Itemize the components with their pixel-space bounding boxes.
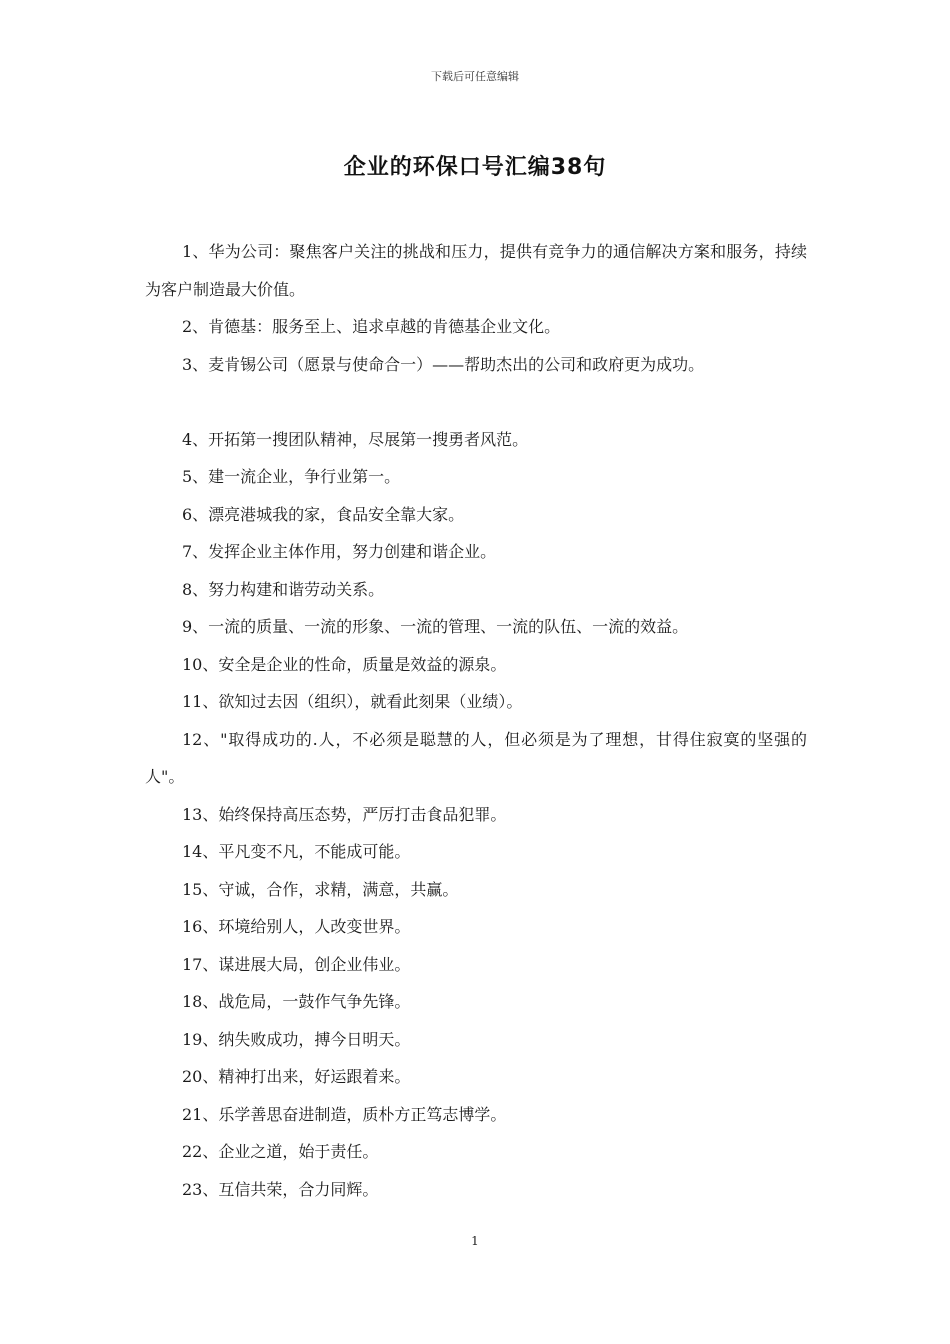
paragraph-8: 8、努力构建和谐劳动关系。 [182, 579, 385, 599]
paragraph-11: 11、欲知过去因（组织），就看此刻果（业绩）。 [182, 692, 523, 711]
paragraph-16: 16、环境给别人，人改变世界。 [182, 917, 411, 936]
paragraph-6: 6、漂亮港城我的家，食品安全靠大家。 [182, 504, 465, 524]
paragraph-5: 5、建一流企业，争行业第一。 [182, 467, 401, 486]
paragraph-3: 3、麦肯锡公司（愿景与使命合一）——帮助杰出的公司和政府更为成功。 [182, 354, 705, 374]
paragraph-17: 17、谋进展大局，创企业伟业。 [182, 954, 411, 974]
paragraph-21: 21、乐学善思奋进制造，质朴方正笃志博学。 [182, 1104, 507, 1124]
paragraph-4: 4、开拓第一搜团队精神，尽展第一搜勇者风范。 [182, 429, 529, 449]
document-title: 企业的环保口号汇编38句 [343, 155, 607, 180]
paragraph-13: 13、始终保持高压态势，严厉打击食品犯罪。 [182, 804, 507, 824]
paragraph-2: 2、肯德基：服务至上、追求卓越的肯德基企业文化。 [182, 317, 561, 336]
document-body [145, 233, 807, 1208]
paragraph-12: 12、"取得成功的.人，不必须是聪慧的人，但必须是为了理想，甘得住寂寞的坚强的人"。 [145, 729, 807, 786]
paragraph-9: 9、一流的质量、一流的形象、一流的管理、一流的队伍、一流的效益。 [182, 617, 689, 636]
page-number: 1 [471, 1234, 479, 1248]
paragraph-10: 10、安全是企业的性命，质量是效益的源泉。 [182, 654, 507, 674]
paragraph-19: 19、纳失败成功，搏今日明天。 [182, 1029, 411, 1049]
paragraph-23: 23、互信共荣，合力同辉。 [182, 1179, 379, 1199]
paragraph-18: 18、战危局，一鼓作气争先锋。 [182, 992, 411, 1011]
header-note: 下载后可任意编辑 [431, 70, 519, 83]
paragraph-14: 14、平凡变不凡，不能成可能。 [182, 842, 411, 861]
paragraph-22: 22、企业之道，始于责任。 [182, 1142, 379, 1161]
paragraph-1: 1、华为公司：聚焦客户关注的挑战和压力，提供有竞争力的通信解决方案和服务，持续为客户制造最大价值。 [145, 242, 807, 299]
paragraph-20: 20、精神打出来，好运跟着来。 [182, 1067, 411, 1086]
paragraph-15: 15、守诚，合作，求精，满意，共赢。 [182, 879, 459, 899]
paragraph-7: 7、发挥企业主体作用，努力创建和谐企业。 [182, 542, 497, 561]
